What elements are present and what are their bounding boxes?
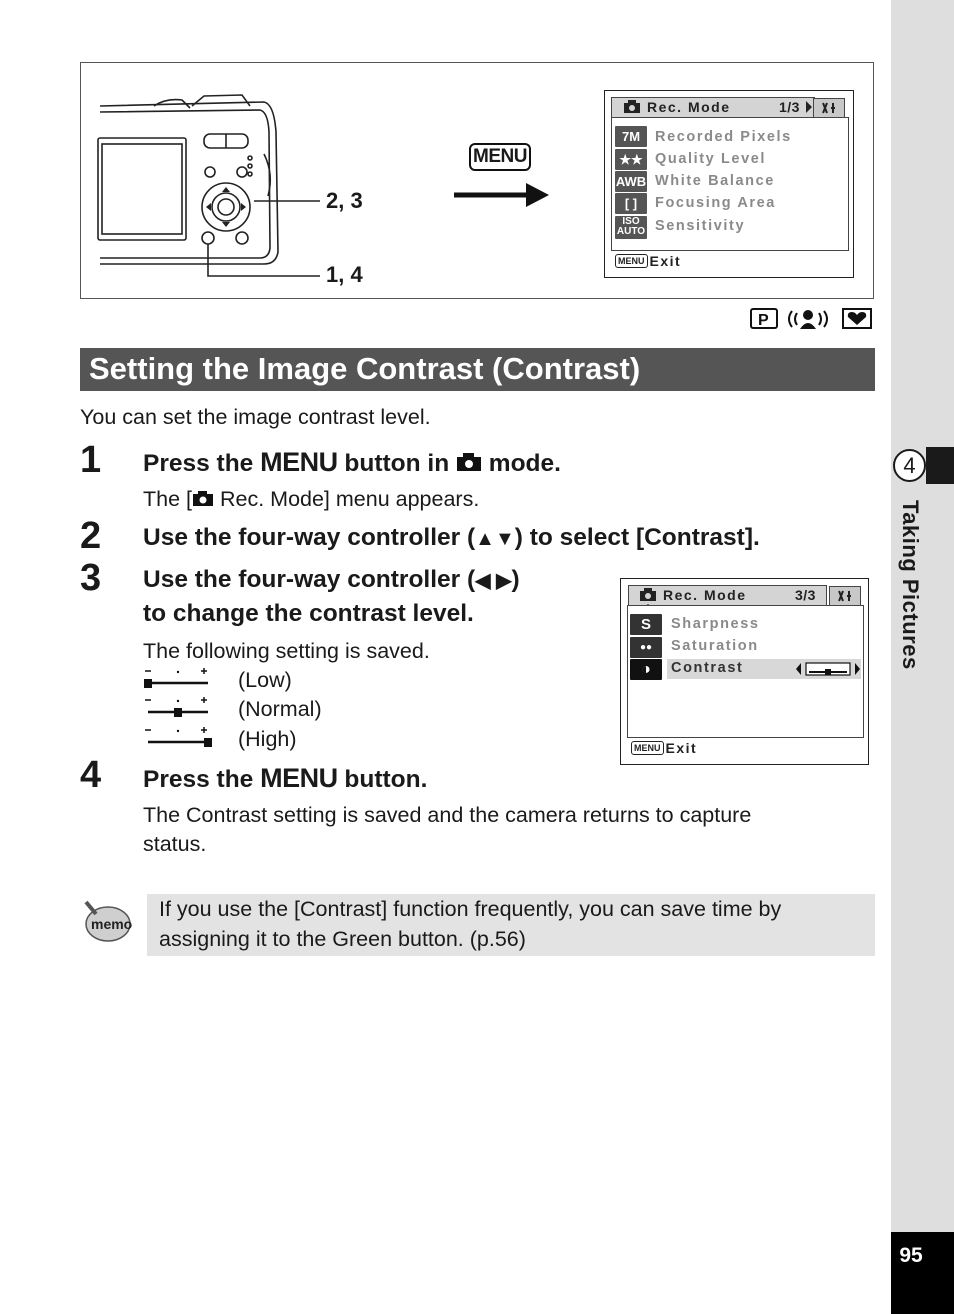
slider-marker [144,679,152,688]
step-3-number: 3 [80,557,102,599]
menu-item-recorded-pixels[interactable]: Recorded Pixels [655,129,792,145]
menu-item-contrast[interactable]: Contrast [671,660,744,676]
center-dot [177,730,179,732]
wrench-icon [814,99,844,117]
memo-icon-label: memo [91,916,132,932]
menu-key-icon: MENU [469,143,531,171]
rec-mode-tab-label: Rec. Mode [663,587,747,603]
camera-icon [623,100,641,114]
contrast-slider-high-icon [144,727,214,749]
left-right-arrows-icon: ◀ ▶ [475,570,512,592]
memo-text-line2: assigning it to the Green button. (p.56) [159,927,526,951]
contrast-level-normal [144,697,214,724]
slider-marker [204,738,212,747]
center-dot [177,671,179,673]
exit-hint [631,740,697,756]
step-4-number: 4 [80,754,102,796]
section-title: Setting the Image Contrast (Contrast) [89,351,641,386]
menu-page-indicator: 1/3 [779,99,800,115]
step-2-number: 2 [80,515,102,557]
arrow-right-small-icon [805,101,813,113]
contrast-low-label: (Low) [238,668,292,692]
white-balance-icon: AWB [615,171,647,192]
menu-button-label: MENU [260,763,338,793]
rec-mode-tab-label: Rec. Mode [647,99,731,115]
menu-item-quality-level[interactable]: Quality Level [655,151,767,167]
pet-mode-icon [843,309,871,328]
sensitivity-icon: ISO AUTO [616,216,646,237]
step-2-heading: Use the four-way controller (▲▼) to select [Contrast]. [143,524,760,551]
step-3-heading-line2: to change the contrast level. [143,600,474,627]
camera-back-illustration [92,92,342,282]
menu-page-indicator: 3/3 [795,587,816,603]
menu-button-label: MENU [260,447,338,477]
chapter-marker-bar [926,447,954,484]
exit-label: Exit [665,740,698,756]
step-1-heading: Press the MENU button in mode. [143,447,561,477]
rec-mode-screen-3 [620,578,869,765]
step-4-heading: Press the MENU button. [143,763,428,793]
contrast-value-slider[interactable] [795,662,861,676]
wrench-icon [830,587,860,605]
memo-text-line1: If you use the [Contrast] function frequently, you can save time by [159,897,782,921]
contrast-slider-normal-icon [144,697,214,719]
menu-key-small-icon: MENU [615,254,648,268]
chapter-title: Taking Pictures [898,500,923,670]
camera-icon [456,452,482,472]
setup-tab [813,98,845,118]
kids-mode-icon [789,310,827,329]
memo-icon [80,898,132,944]
mode-icons [750,307,874,331]
step-3-heading: Use the four-way controller (◀ ▶) [143,566,520,593]
svg-text:P: P [758,312,769,329]
step-4-body-line1: The Contrast setting is saved and the camera returns to capture [143,803,752,827]
rec-mode-screen-1 [604,90,854,278]
intro-text: You can set the image contrast level. [80,405,431,429]
focusing-area-icon: [ ] [615,193,647,214]
contrast-high-label: (High) [238,727,297,751]
contrast-level-high [144,727,214,754]
recorded-pixels-icon: 7M [615,126,647,147]
step-1-body: The [ Rec. Mode] menu appears. [143,487,480,511]
center-dot [177,700,179,702]
contrast-normal-label: (Normal) [238,697,322,721]
sharpness-icon: S [630,614,662,635]
callout-1-4: 1, 4 [326,262,363,287]
step-4-body-line2: status. [143,832,207,856]
contrast-level-low [144,668,214,695]
step-3-body: The following setting is saved. [143,639,430,663]
exit-hint [615,253,681,269]
saturation-icon: ●● [630,637,662,658]
setup-tab [829,586,861,606]
chapter-number: 4 [893,449,926,482]
menu-item-sensitivity[interactable]: Sensitivity [655,218,746,234]
camera-icon [639,588,657,602]
contrast-slider-low-icon [144,668,214,690]
menu-item-focusing-area[interactable]: Focusing Area [655,195,776,211]
slider-marker [174,708,182,717]
contrast-icon: ◑ [630,659,662,680]
menu-item-white-balance[interactable]: White Balance [655,173,775,189]
exit-label: Exit [649,253,682,269]
step-1-number: 1 [80,439,102,481]
quality-level-icon: ★★ [615,149,647,170]
menu-item-saturation[interactable]: Saturation [671,638,759,654]
camera-icon [192,490,214,507]
up-down-arrows-icon: ▲▼ [475,528,515,550]
callout-2-3: 2, 3 [326,188,363,213]
menu-item-sharpness[interactable]: Sharpness [671,616,760,632]
arrow-right-icon [452,180,552,210]
menu-key-small-icon: MENU [631,741,664,755]
p-mode-icon [751,309,777,329]
page-number: 95 [899,1244,923,1267]
